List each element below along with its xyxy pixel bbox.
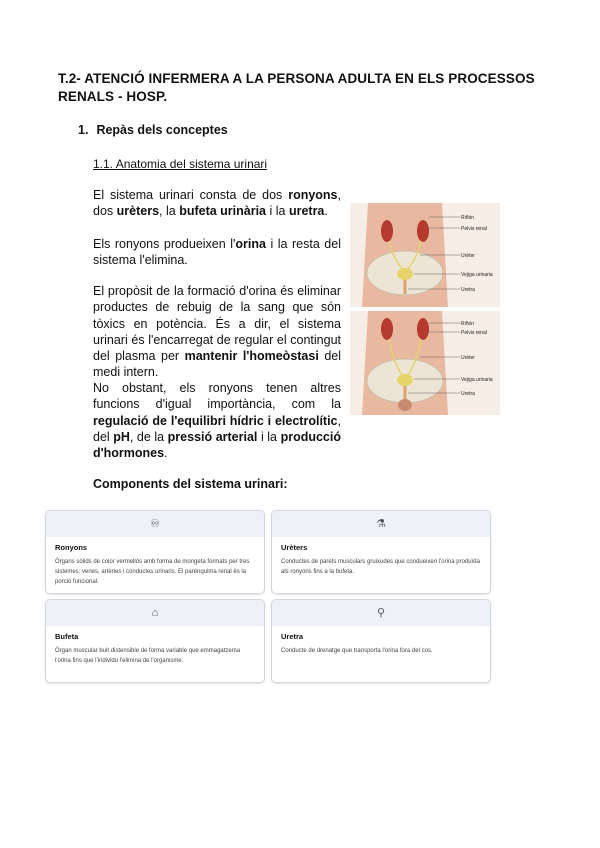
component-card-bufeta — [45, 599, 265, 683]
urinary-system-figure — [350, 203, 500, 415]
ureter-icon: ⚗ — [376, 518, 386, 530]
paragraph-3: El propòsit de la formació d'orina és eliminar productes de rebuig de la sang que són tòxics en potència. És a dir, el sistema urinari és l'encarregat de regular el contingut del plasma per mantenir l'homeòstasi del medi intern. — [93, 284, 342, 380]
section-title: Repàs dels conceptes — [96, 123, 228, 137]
document-title: T.2- ATENCIÓ INFERMERA A LA PERSONA ADULTA EN ELS PROCESSOS RENALS - HOSP. — [58, 71, 535, 104]
kidney-icon: ♾ — [150, 518, 160, 530]
figure-label: Uretra — [461, 287, 475, 293]
figure-label: Uréter — [461, 253, 475, 259]
card-title: Urèters — [281, 543, 308, 552]
paragraph-1: El sistema urinari consta de dos ronyons, dos urèters, la bufeta urinària i la uretra. — [93, 188, 341, 219]
figure-label: Riñón — [461, 321, 475, 327]
card-title: Uretra — [281, 632, 304, 641]
figure-label: Vejiga urinaria — [461, 272, 493, 278]
component-card-ronyons — [45, 510, 265, 594]
section-number: 1. — [78, 123, 89, 137]
card-description: Conducte de drenatge que transporta l'orina fora del cos. — [281, 648, 433, 654]
figure-label: Uretra — [461, 391, 475, 397]
component-card-uretra — [271, 599, 491, 683]
figure-label: Pelvis renal — [461, 226, 487, 232]
paragraph-4: No obstant, els ronyons tenen altres funcions d'igual importància, com la regulació de l'equilibri hídric i electrolític, del pH, de la pressió arterial i la producció d'hormones. — [93, 381, 341, 461]
bladder-icon: ⌂ — [151, 607, 159, 619]
card-description: Conductes de parets musculars gruixudes que condueixen l'orina produïda als ronyons fins a la bufeta. — [281, 559, 480, 575]
figure-label: Riñón — [461, 215, 475, 221]
paragraph-2: Els ronyons produeixen l'orina i la resta del sistema l'elimina. — [93, 237, 341, 268]
figure-top-panel — [350, 203, 500, 307]
figure-label: Vejiga urinaria — [461, 377, 493, 383]
figure-bottom-panel — [350, 311, 500, 415]
card-description: Òrgans sòlids de color vermellós amb forma de mongeta formats per tres sistemes: venes, artèries i conductes urinaris. El parènquima renal és la porció funcional. — [55, 559, 250, 585]
card-title: Ronyons — [55, 543, 88, 552]
subsection-heading: 1.1. Anatomia del sistema urinari — [93, 157, 268, 171]
components-heading: Components del sistema urinari: — [93, 477, 288, 491]
section-heading — [78, 123, 228, 137]
urethra-icon: ⚲ — [376, 607, 386, 619]
card-description: Òrgan muscular buit distensible de forma variable que emmagatzema l'orina fins que l'individu l'elimina de l'organisme. — [55, 648, 241, 664]
figure-label: Pelvis renal — [461, 330, 487, 336]
component-card-ureters — [271, 510, 491, 594]
card-title: Bufeta — [55, 632, 79, 641]
figure-label: Uréter — [461, 355, 475, 361]
